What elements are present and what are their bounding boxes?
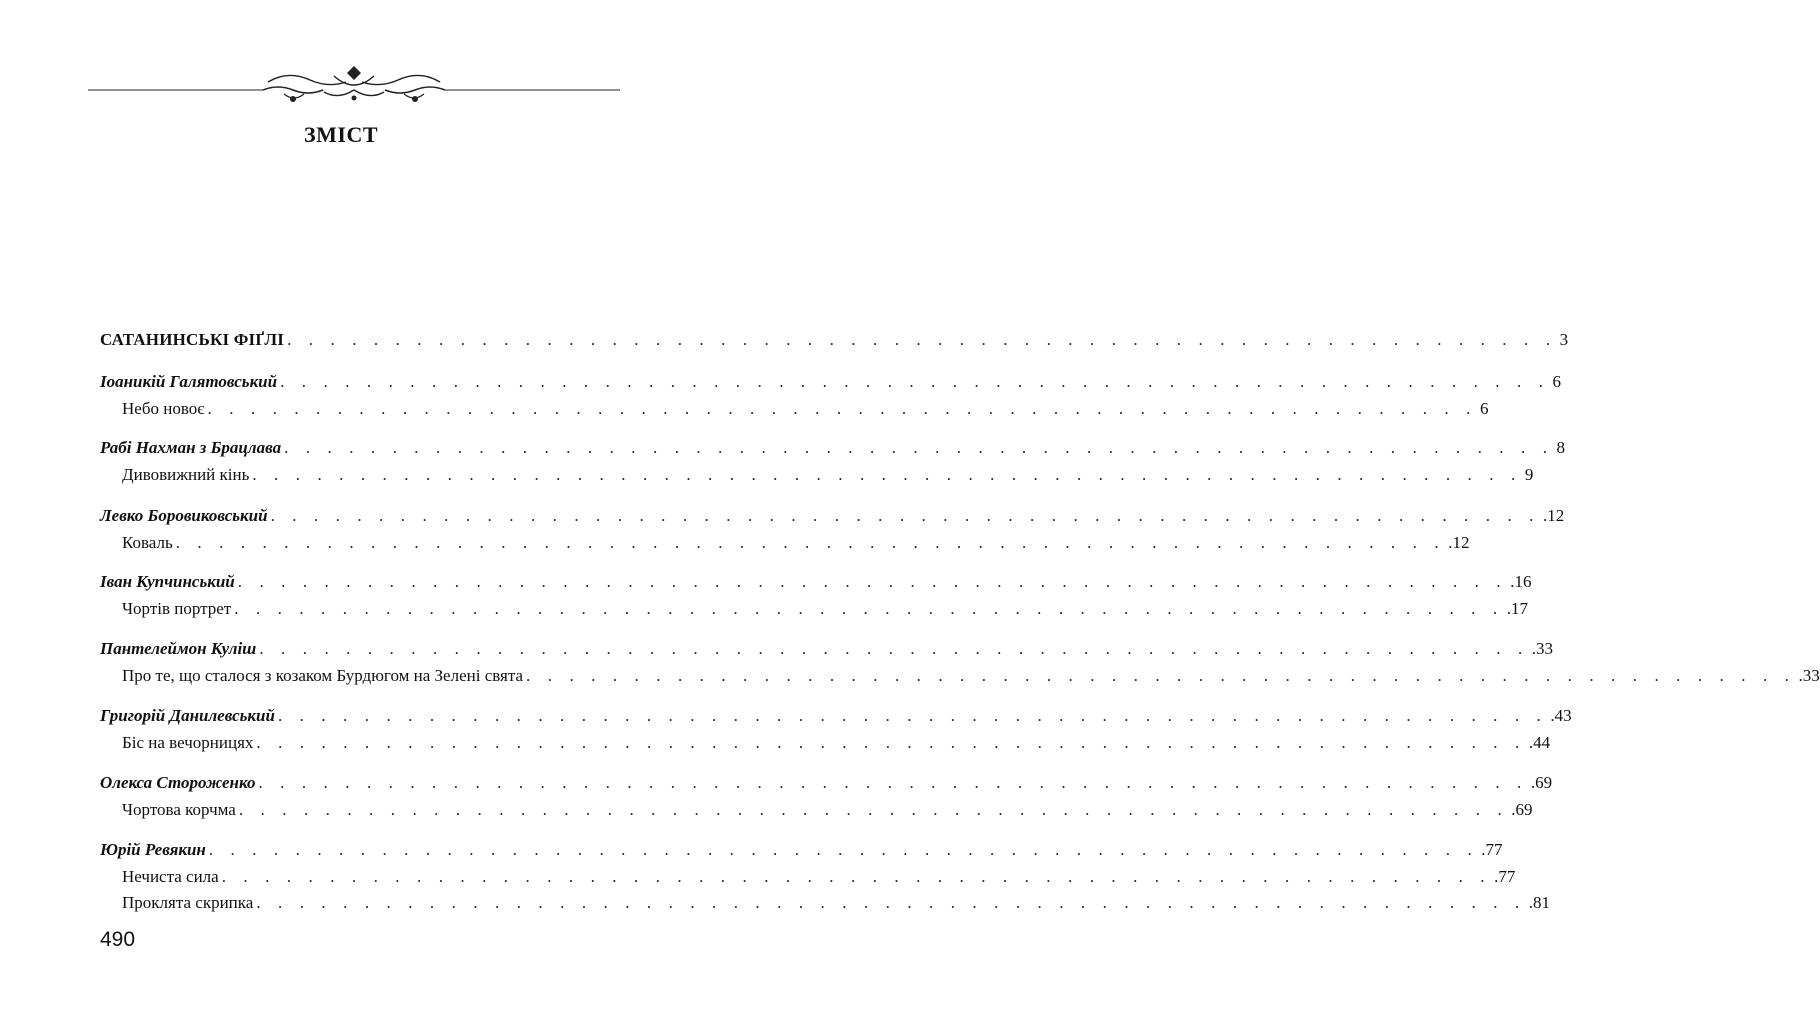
toc-entry-label: Іван Купчинський: [100, 572, 235, 591]
dot-leader: . . . . . . . . . . . . . . . . . . . . . . . . . . . . . . . . . . . . . . . . . . . . . . . . . . . . . . . . . . .: [207, 399, 1477, 418]
toc-entry-page: .77: [1494, 867, 1516, 886]
toc-entry-page: .12: [1543, 506, 1565, 525]
toc-entry-label: Олекса Стороженко: [100, 773, 256, 792]
toc-entry-label: Чортова корчма: [122, 800, 236, 819]
page-title: ЗМІСТ: [304, 122, 378, 147]
toc-entry-label: Про те, що сталося з козаком Бурдюгом на Зелені свята: [122, 666, 524, 685]
toc-entry-author: [100, 637, 1554, 661]
toc-entry-author: [100, 436, 1566, 460]
toc-entry-page: .33: [1798, 666, 1820, 685]
toc-entry-page: .33: [1531, 639, 1554, 658]
toc-entry-work: [122, 463, 1534, 487]
toc-entry-page: 3: [1559, 330, 1569, 349]
dot-leader: . . . . . . . . . . . . . . . . . . . . . . . . . . . . . . . . . . . . . . . . . . . . . . . . . . . . . . . . . . .: [259, 639, 1529, 658]
toc-entry-page: .69: [1530, 773, 1553, 792]
dot-leader: . . . . . . . . . . . . . . . . . . . . . . . . . . . . . . . . . . . . . . . . . . . . . . . . . . . . . . . . . . .: [175, 533, 1446, 552]
toc-entry-page: .77: [1481, 840, 1503, 859]
dot-leader: . . . . . . . . . . . . . . . . . . . . . . . . . . . . . . . . . . . . . . . . . . . . . . . . . . . . . . . . . . .: [287, 330, 1557, 349]
dot-leader: . . . . . . . . . . . . . . . . . . . . . . . . . . . . . . . . . . . . . . . . . . . . . . . . . . . . . . . . . . .: [252, 465, 1522, 484]
toc-entry-work: [122, 891, 1551, 915]
toc-entry-author: [100, 504, 1565, 528]
toc-entry-page: 8: [1556, 438, 1566, 457]
dot-leader: . . . . . . . . . . . . . . . . . . . . . . . . . . . . . . . . . . . . . . . . . . . . . . . . . . . . . . . . . . .: [258, 773, 1528, 792]
toc-entry-page: .17: [1506, 599, 1528, 618]
toc-entry-label: Левко Боровиковський: [100, 506, 268, 525]
dot-leader: . . . . . . . . . . . . . . . . . . . . . . . . . . . . . . . . . . . . . . . . . . . . . . . . . . . . . . . . . . .: [280, 372, 1550, 391]
toc-entry-label: Іоаникій Галятовський: [100, 372, 278, 391]
page-number: 490: [100, 928, 136, 951]
dot-leader: . . . . . . . . . . . . . . . . . . . . . . . . . . . . . . . . . . . . . . . . . . . . . . . . . . . . . . . . . . .: [526, 666, 1796, 685]
toc-entry-work: [122, 731, 1551, 755]
toc-entry-label: Юрій Ревякин: [100, 840, 206, 859]
toc-entry-work: [122, 397, 1489, 421]
toc-entry-label: САТАНИНСЬКІ ФІҐЛІ: [100, 330, 285, 349]
toc-entry-label: Коваль: [122, 533, 173, 552]
toc-entry-label: Чортів портрет: [122, 599, 232, 618]
decorative-ornament: [88, 62, 620, 112]
dot-leader: . . . . . . . . . . . . . . . . . . . . . . . . . . . . . . . . . . . . . . . . . . . . . . . . . . . . . . . . . . .: [270, 506, 1541, 525]
toc-entry-author: [100, 771, 1553, 795]
dot-leader: . . . . . . . . . . . . . . . . . . . . . . . . . . . . . . . . . . . . . . . . . . . . . . . . . . . . . . . . . . .: [221, 867, 1492, 886]
toc-entry-label: Дивовижний кінь: [122, 465, 250, 484]
toc-entry-page: .81: [1528, 893, 1551, 912]
toc-entry-page: .12: [1448, 533, 1470, 552]
toc-entry-work: [122, 597, 1528, 621]
toc-entry-work: [122, 798, 1533, 822]
toc-entry-work: [122, 664, 1820, 688]
toc-entry-label: Небо новоє: [122, 399, 205, 418]
dot-leader: . . . . . . . . . . . . . . . . . . . . . . . . . . . . . . . . . . . . . . . . . . . . . . . . . . . . . . . . . . .: [284, 438, 1554, 457]
toc-entry-label: Біс на вечорницях: [122, 733, 254, 752]
toc-entry-page: 9: [1524, 465, 1534, 484]
toc-entry-page: .44: [1528, 733, 1551, 752]
dot-leader: . . . . . . . . . . . . . . . . . . . . . . . . . . . . . . . . . . . . . . . . . . . . . . . . . . . . . . . . . . .: [256, 893, 1526, 912]
toc-entry-page: .16: [1510, 572, 1532, 591]
toc-entry-label: Григорій Данилевський: [100, 706, 275, 725]
toc-entry-section: [100, 328, 1569, 352]
toc-entry-page: 6: [1479, 399, 1489, 418]
dot-leader: . . . . . . . . . . . . . . . . . . . . . . . . . . . . . . . . . . . . . . . . . . . . . . . . . . . . . . . . . . .: [238, 800, 1509, 819]
toc-entry-label: Пантелеймон Куліш: [100, 639, 257, 658]
toc-entry-work: [122, 865, 1516, 889]
toc-entry-label: Проклята скрипка: [122, 893, 254, 912]
toc-entry-page: 6: [1552, 372, 1562, 391]
toc-entry-author: [100, 838, 1503, 862]
toc-entry-work: [122, 531, 1470, 555]
toc-entry-author: [100, 704, 1572, 728]
toc-entry-page: .69: [1511, 800, 1533, 819]
toc-entry-author: [100, 370, 1562, 394]
toc-entry-page: .43: [1550, 706, 1572, 725]
dot-leader: . . . . . . . . . . . . . . . . . . . . . . . . . . . . . . . . . . . . . . . . . . . . . . . . . . . . . . . . . . .: [208, 840, 1479, 859]
dot-leader: . . . . . . . . . . . . . . . . . . . . . . . . . . . . . . . . . . . . . . . . . . . . . . . . . . . . . . . . . . .: [234, 599, 1504, 618]
toc-entry-author: [100, 570, 1532, 594]
toc-entry-label: Рабі Нахман з Брацлава: [100, 438, 282, 457]
dot-leader: . . . . . . . . . . . . . . . . . . . . . . . . . . . . . . . . . . . . . . . . . . . . . . . . . . . . . . . . . . .: [277, 706, 1548, 725]
dot-leader: . . . . . . . . . . . . . . . . . . . . . . . . . . . . . . . . . . . . . . . . . . . . . . . . . . . . . . . . . . .: [237, 572, 1508, 591]
toc-entry-label: Нечиста сила: [122, 867, 219, 886]
dot-leader: . . . . . . . . . . . . . . . . . . . . . . . . . . . . . . . . . . . . . . . . . . . . . . . . . . . . . . . . . . .: [256, 733, 1526, 752]
